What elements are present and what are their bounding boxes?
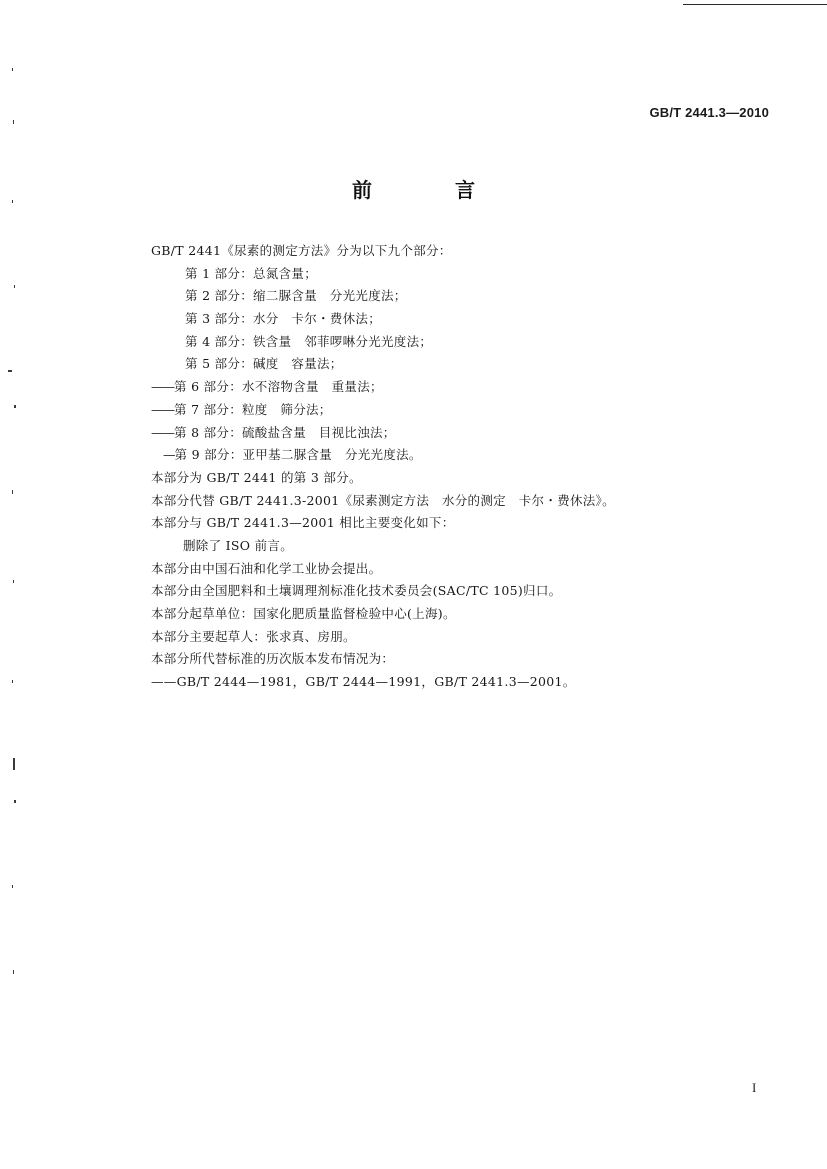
paragraph-administered-by: 本部分由全国肥料和土壤调理剂标准化技术委员会(SAC/TC 105)归口。 — [151, 583, 562, 599]
paragraph-history-list: ——GB/T 2444—1981，GB/T 2444—1991，GB/T 2441.3—2001。 — [151, 674, 576, 690]
scan-speck — [12, 680, 13, 683]
part-text: 第 1 部分：总氮含量； — [185, 265, 317, 281]
scan-speck — [14, 405, 16, 408]
part-text: 第 5 部分：碱度 容量法； — [185, 356, 343, 372]
part-item-4 — [0, 331, 827, 354]
part-dash: — — [163, 447, 175, 463]
scan-speck — [12, 200, 13, 203]
scan-speck — [13, 580, 14, 583]
part-dash: —— — [151, 379, 174, 395]
part-dash: —— — [151, 424, 174, 440]
part-dash: —— — [151, 401, 174, 417]
paragraph-drafters: 本部分主要起草人：张求真、房朋。 — [151, 628, 356, 644]
scan-speck — [12, 885, 13, 888]
top-edge-rule — [683, 4, 827, 5]
part-text: 第 8 部分：硫酸盐含量 目视比浊法； — [174, 424, 396, 440]
paragraph-history-intro: 本部分所代替标准的历次版本发布情况为： — [151, 651, 395, 667]
page-title: 前 言 — [352, 178, 513, 202]
part-text: 第 4 部分：铁含量 邻菲啰啉分光光度法； — [185, 333, 433, 349]
scan-speck — [13, 758, 15, 770]
scan-speck — [13, 970, 14, 974]
document-body — [0, 240, 827, 694]
standard-code: GB/T 2441.3—2010 — [649, 105, 769, 120]
part-item-3 — [0, 308, 827, 331]
paragraph-replaces: 本部分代替 GB/T 2441.3-2001《尿素测定方法 水分的测定 卡尔・费休法》。 — [151, 492, 615, 508]
scan-speck — [14, 285, 15, 288]
paragraph-part-number: 本部分为 GB/T 2441 的第 3 部分。 — [151, 469, 362, 485]
part-text: 第 3 部分：水分 卡尔・费休法； — [185, 311, 382, 327]
part-item-2 — [0, 285, 827, 308]
scan-speck — [12, 490, 13, 494]
scan-speck — [12, 68, 13, 71]
paragraph-drafting-unit: 本部分起草单位：国家化肥质量监督检验中心(上海)。 — [151, 606, 456, 621]
paragraph-change-item: 删除了 ISO 前言。 — [183, 537, 293, 553]
part-text: 第 9 部分：亚甲基二脲含量 分光光度法。 — [174, 447, 422, 463]
binding-hole-marks — [6, 40, 18, 1040]
page-number: I — [752, 1080, 757, 1095]
part-item-1 — [0, 263, 827, 286]
part-item-6 — [0, 376, 827, 399]
scan-speck — [14, 800, 16, 803]
scan-speck — [13, 120, 14, 124]
paragraph-proposed-by: 本部分由中国石油和化学工业协会提出。 — [151, 560, 382, 576]
intro-line: GB/T 2441《尿素的测定方法》分为以下九个部分： — [151, 243, 452, 258]
part-item-5 — [0, 353, 827, 376]
scan-speck — [8, 370, 12, 372]
part-text: 第 6 部分：水不溶物含量 重量法； — [174, 379, 383, 395]
part-item-8 — [0, 422, 827, 445]
part-item-9 — [0, 444, 827, 467]
part-text: 第 2 部分：缩二脲含量 分光光度法； — [185, 288, 407, 304]
paragraph-changes-intro: 本部分与 GB/T 2441.3—2001 相比主要变化如下： — [151, 515, 455, 531]
part-text: 第 7 部分：粒度 筛分法； — [174, 401, 332, 417]
part-item-7 — [0, 399, 827, 422]
